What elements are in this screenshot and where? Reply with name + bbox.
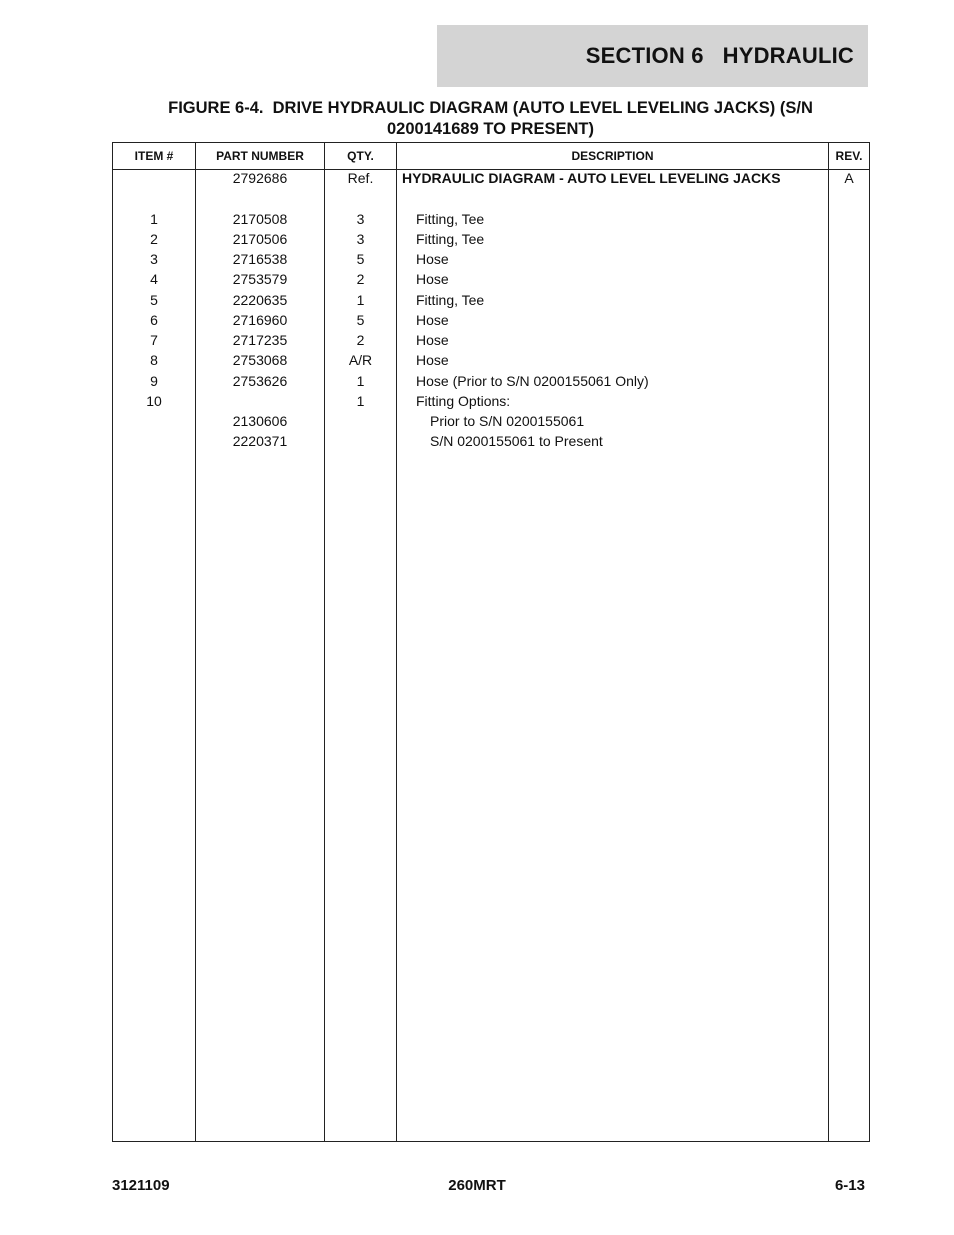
quantity-cell: 3 xyxy=(356,210,365,227)
item-number-cell: 10 xyxy=(146,392,162,409)
description-cell: Fitting, Tee xyxy=(416,210,485,227)
table-row xyxy=(113,391,869,411)
column-header-description: DESCRIPTION xyxy=(571,149,654,163)
part-number-cell: 2170508 xyxy=(232,210,288,227)
description-cell: Hose xyxy=(416,332,449,348)
quantity-cell: 5 xyxy=(356,311,365,328)
section-title: SECTION 6 HYDRAULIC xyxy=(585,43,854,68)
item-number-cell: 7 xyxy=(150,332,158,348)
figure-title-line-1: FIGURE 6-4. DRIVE HYDRAULIC DIAGRAM (AUTO LEVEL LEVELING JACKS) (S/N xyxy=(168,99,813,117)
part-number-cell: 2753579 xyxy=(232,271,288,288)
description-cell: HYDRAULIC DIAGRAM - AUTO LEVEL LEVELING JACKS xyxy=(402,170,781,186)
quantity-cell: 1 xyxy=(356,372,365,389)
column-header-qty: QTY. xyxy=(347,149,374,163)
parts-table xyxy=(112,142,870,1142)
table-row xyxy=(113,310,869,330)
item-number-cell: 4 xyxy=(150,271,158,288)
description-cell: Prior to S/N 0200155061 xyxy=(430,413,585,429)
quantity-cell: 1 xyxy=(356,392,365,409)
table-row xyxy=(113,371,869,391)
quantity-cell: 2 xyxy=(356,332,365,348)
description-cell: Hose (Prior to S/N 0200155061 Only) xyxy=(416,372,649,389)
table-row xyxy=(113,209,869,229)
quantity-cell: Ref. xyxy=(347,170,374,186)
table-row xyxy=(113,229,869,249)
description-cell: Fitting, Tee xyxy=(416,230,485,247)
part-number-cell: 2130606 xyxy=(232,413,288,429)
item-number-cell: 1 xyxy=(150,210,158,227)
table-row xyxy=(113,249,869,269)
quantity-cell: 5 xyxy=(356,251,365,267)
column-header-part-number: PART NUMBER xyxy=(216,149,304,163)
quantity-cell: 2 xyxy=(356,271,365,288)
item-number-cell: 6 xyxy=(150,311,158,328)
description-cell: S/N 0200155061 to Present xyxy=(430,433,603,450)
quantity-cell: A/R xyxy=(348,352,373,369)
item-number-cell: 3 xyxy=(150,251,158,267)
column-header-item: ITEM # xyxy=(134,149,174,163)
table-row xyxy=(113,350,869,370)
item-number-cell: 8 xyxy=(150,352,158,369)
table-row xyxy=(113,330,869,350)
item-number-cell: 2 xyxy=(150,230,158,247)
footer-model: 260MRT xyxy=(448,1177,506,1194)
footer-page-number: 6-13 xyxy=(834,1177,865,1194)
description-cell: Fitting, Tee xyxy=(416,291,485,308)
part-number-cell: 2716538 xyxy=(232,251,288,267)
table-row xyxy=(113,168,869,188)
table-row xyxy=(113,411,869,431)
table-row xyxy=(113,269,869,289)
column-header-rev: REV. xyxy=(835,149,863,163)
part-number-cell: 2220635 xyxy=(232,291,288,308)
description-cell: Hose xyxy=(416,352,449,369)
description-cell: Hose xyxy=(416,271,449,288)
table-row xyxy=(113,290,869,310)
description-cell: Hose xyxy=(416,311,449,328)
part-number-cell: 2792686 xyxy=(232,170,288,186)
part-number-cell: 2220371 xyxy=(232,433,288,450)
footer-doc-number: 3121109 xyxy=(112,1177,170,1194)
part-number-cell: 2753626 xyxy=(232,372,288,389)
description-cell: Hose xyxy=(416,251,449,267)
quantity-cell: 3 xyxy=(356,230,365,247)
figure-title xyxy=(112,98,869,140)
quantity-cell: 1 xyxy=(356,291,365,308)
part-number-cell: 2170506 xyxy=(232,230,288,247)
table-row xyxy=(113,188,869,208)
figure-title-line-2: 0200141689 TO PRESENT) xyxy=(387,120,594,138)
section-header xyxy=(437,25,868,87)
table-row xyxy=(113,431,869,451)
description-cell: Fitting Options: xyxy=(416,392,511,409)
item-number-cell: 5 xyxy=(150,291,158,308)
part-number-cell: 2717235 xyxy=(232,332,288,348)
item-number-cell: 9 xyxy=(150,372,158,389)
part-number-cell: 2716960 xyxy=(232,311,288,328)
part-number-cell: 2753068 xyxy=(232,352,288,369)
revision-cell: A xyxy=(844,170,854,186)
